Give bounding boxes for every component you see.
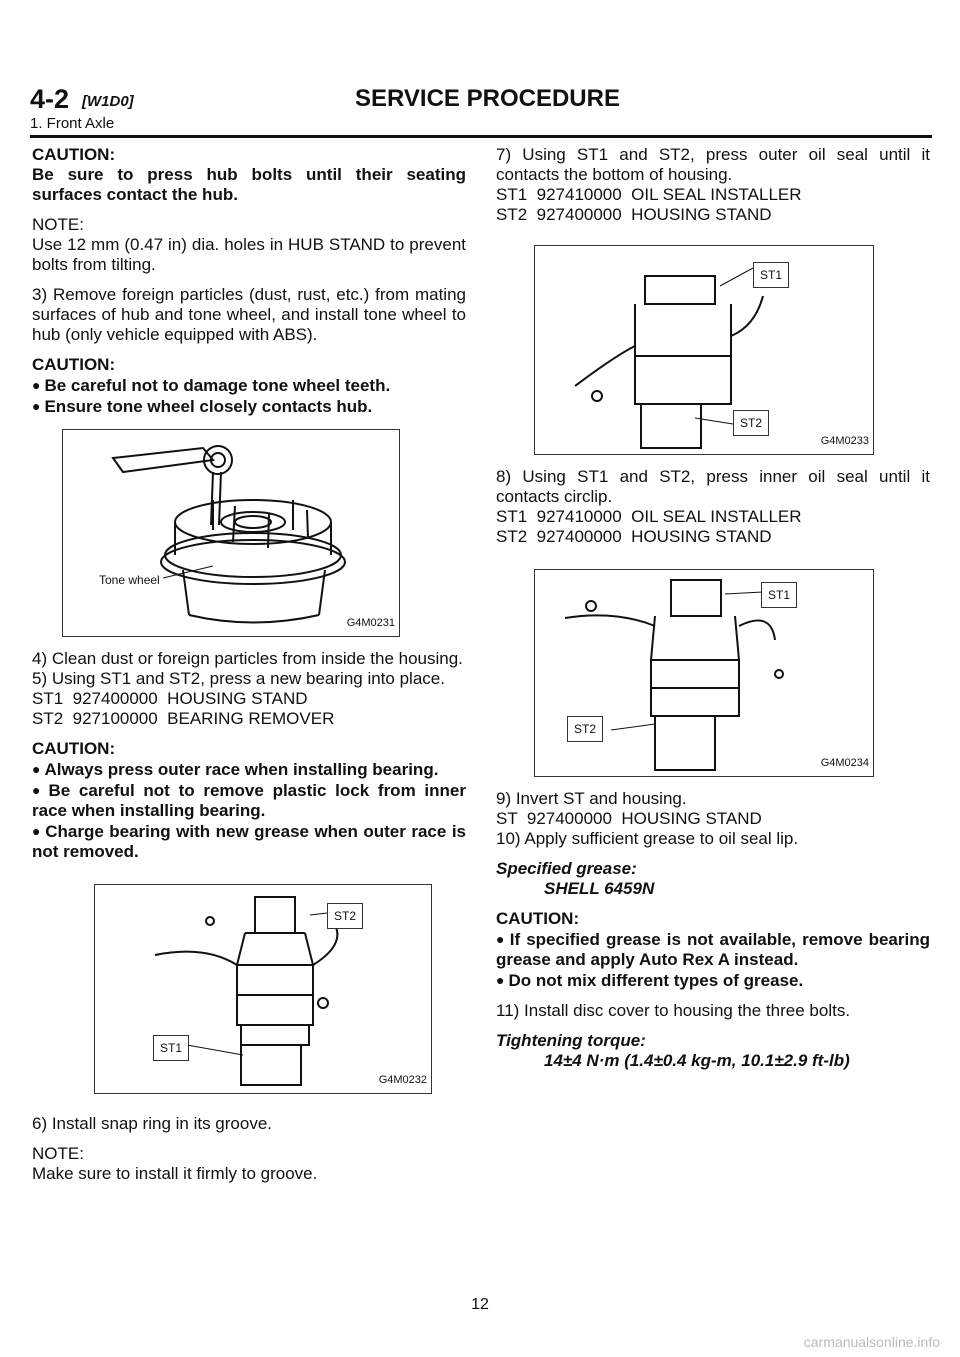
tool-row: ST2 927400000 HOUSING STAND [496,527,772,546]
st2-callout: ST2 [733,410,769,436]
note-heading: NOTE: [32,1144,84,1163]
figure-code: G4M0234 [820,757,869,769]
figure-tone-wheel [62,429,400,637]
header-title: SERVICE PROCEDURE [355,85,620,112]
caution-item: ● Be careful not to damage tone wheel teeth. [32,376,391,395]
header-subtitle: 1. Front Axle [30,115,115,132]
tone-wheel-label: Tone wheel [99,573,160,587]
caution-text: Be sure to press hub bolts until their seating surfaces contact the hub. [32,165,466,204]
st1-callout: ST1 [761,582,797,608]
step-9: 9) Invert ST and housing. [496,789,687,808]
st1-callout: ST1 [153,1035,189,1061]
caution-heading: CAUTION: [32,355,116,374]
caution-heading: CAUTION: [496,909,580,928]
tool-row: ST1 927410000 OIL SEAL INSTALLER [496,185,802,204]
outer-oil-seal-illustration [535,246,873,454]
inner-oil-seal-illustration [535,570,873,776]
bullet-icon: ● [32,398,41,414]
spec-label: Tightening torque: [496,1031,646,1050]
note-heading: NOTE: [32,215,84,234]
caution-item: ● Always press outer race when installing bearing. [32,760,439,779]
section-code: [W1D0] [82,93,134,110]
bullet-icon: ● [496,972,505,988]
note-text: Use 12 mm (0.47 in) dia. holes in HUB STAND to prevent bolts from tilting. [32,235,466,274]
tone-wheel-illustration [63,430,399,636]
left-column [32,145,466,1194]
tool-row: ST1 927400000 HOUSING STAND [32,689,308,708]
figure-code: G4M0231 [346,617,395,629]
step-6: 6) Install snap ring in its groove. [32,1114,273,1133]
step-8: 8) Using ST1 and ST2, press inner oil seal until it contacts circlip. [496,467,930,506]
caution-item: ● Ensure tone wheel closely contacts hub. [32,397,373,416]
bullet-icon: ● [32,377,41,393]
tool-row: ST2 927400000 HOUSING STAND [496,205,772,224]
step-3: 3) Remove foreign particles (dust, rust, etc.) from mating surfaces of hub and tone wheel, and install tone wheel to hub (only vehicle equipped with ABS). [32,285,466,344]
tool-row: ST2 927100000 BEARING REMOVER [32,709,335,728]
caution-item: ● Charge bearing with new grease when outer race is not removed. [32,822,466,861]
section-number: 4-2 [30,84,70,114]
spec-value: 14±4 N·m (1.4±0.4 kg-m, 10.1±2.9 ft-lb) [544,1051,850,1070]
step-10: 10) Apply sufficient grease to oil seal lip. [496,829,799,848]
figure-inner-oil-seal [534,569,874,777]
st2-callout: ST2 [327,903,363,929]
watermark: carmanualsonline.info [803,1334,940,1350]
right-column [496,145,930,1081]
st2-callout: ST2 [567,716,603,742]
note-text: Make sure to install it firmly to groove. [32,1164,318,1183]
page-number: 12 [471,1296,489,1313]
figure-outer-oil-seal [534,245,874,455]
st1-callout: ST1 [753,262,789,288]
bullet-icon: ● [496,931,506,947]
figure-bearing-press [94,884,432,1094]
bullet-icon: ● [32,761,41,777]
bullet-icon: ● [32,782,45,798]
caution-item: ● Be careful not to remove plastic lock from inner race when installing bearing. [32,781,466,820]
figure-code: G4M0232 [378,1074,427,1086]
caution-item: ● If specified grease is not available, remove bearing grease and apply Auto Rex A instead. [496,930,930,969]
caution-item: ● Do not mix different types of grease. [496,971,804,990]
tool-row: ST 927400000 HOUSING STAND [496,809,762,828]
step-11: 11) Install disc cover to housing the three bolts. [496,1001,851,1020]
bullet-icon: ● [32,823,42,839]
spec-value: SHELL 6459N [544,879,655,898]
figure-code: G4M0233 [820,435,869,447]
spec-label: Specified grease: [496,859,637,878]
header-rule [30,135,932,138]
step-5: 5) Using ST1 and ST2, press a new bearing into place. [32,669,445,688]
page-header [30,84,932,134]
caution-heading: CAUTION: [32,739,116,758]
step-7: 7) Using ST1 and ST2, press outer oil seal until it contacts the bottom of housing. [496,145,930,184]
bearing-press-illustration [95,885,431,1093]
caution-heading: CAUTION: [32,145,116,164]
tool-row: ST1 927410000 OIL SEAL INSTALLER [496,507,802,526]
step-4: 4) Clean dust or foreign particles from inside the housing. [32,649,463,668]
